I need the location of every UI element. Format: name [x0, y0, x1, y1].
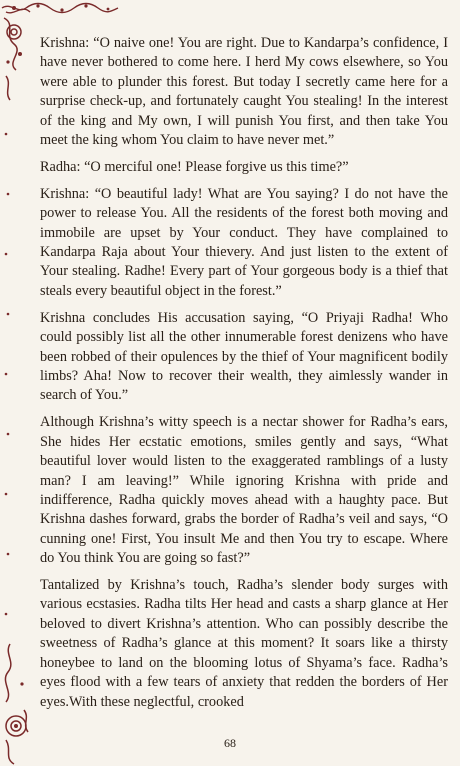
paragraph: Tantalized by Krishna’s touch, Radha’s slender body surges with various ecstasies. Radha tilts Her head and casts a sharp glance at Her beloved to divert Krishna’s attention. Who can possibly describe the sweetness of Radha’s glance at this moment? It soars like a thirsty honeybee to land on the blooming lotus of Shyama’s face. Radha’s eyes flood with a few tears of anxiety that redden the borders of Her eyes.With these neglectful, crooked — [40, 577, 448, 710]
paragraph: Although Krishna’s witty speech is a nectar shower for Radha’s ears, She hides Her ecstatic emotions, smiles gently and says, “What beautiful lover would listen to the exaggerated ramblings of a lusty man? I am leaving!” While ignoring Krishna with pride and indifference, Radha quickly moves ahead with a haughty pace. But Krishna dashes forward, grabs the border of Radha’s veil and says, “O cunning one! First, You insult Me and then You try to escape. Where do You think You are going so fast?” — [40, 414, 448, 567]
page-number: 68 — [224, 736, 236, 750]
paragraph: Krishna concludes His accusation saying, “O Priyaji Radha! Who could possibly list all the other innumerable forest denizens who have been robbed of their opulences by the thief of Your magnificent bodily limbs? Aha! Now to recover their wealth, they aimlessly wander in search of You.” — [40, 309, 448, 404]
page-body — [40, 34, 448, 719]
left-border-vine — [0, 104, 32, 644]
paragraph: Radha: “O merciful one! Please forgive us this time?” — [40, 158, 349, 175]
left-ornament-top — [0, 14, 32, 104]
paragraph: Krishna: “O naive one! You are right. Due to Kandarpa’s confidence, I have never bothered to come here. I herd My cows elsewhere, so You were able to plunder this forest. But today I secretly came here for a surprise check-up, and fortunately caught You stealing! In the interest of the king and My own, I will punish You first, and then take You meet the king whom You claim to have never met.” — [40, 35, 448, 149]
paragraph: Krishna: “O beautiful lady! What are You saying? I do not have the power to release You. All the residents of the forest both moving and immobile are upset by Your conduct. They have complained to Kandarpa Raja about Your thievery. And just listen to the extent of Your stealing. Radhe! Every part of Your gorgeous body is a thief that steals every beautiful object in the forest.” — [40, 185, 448, 299]
